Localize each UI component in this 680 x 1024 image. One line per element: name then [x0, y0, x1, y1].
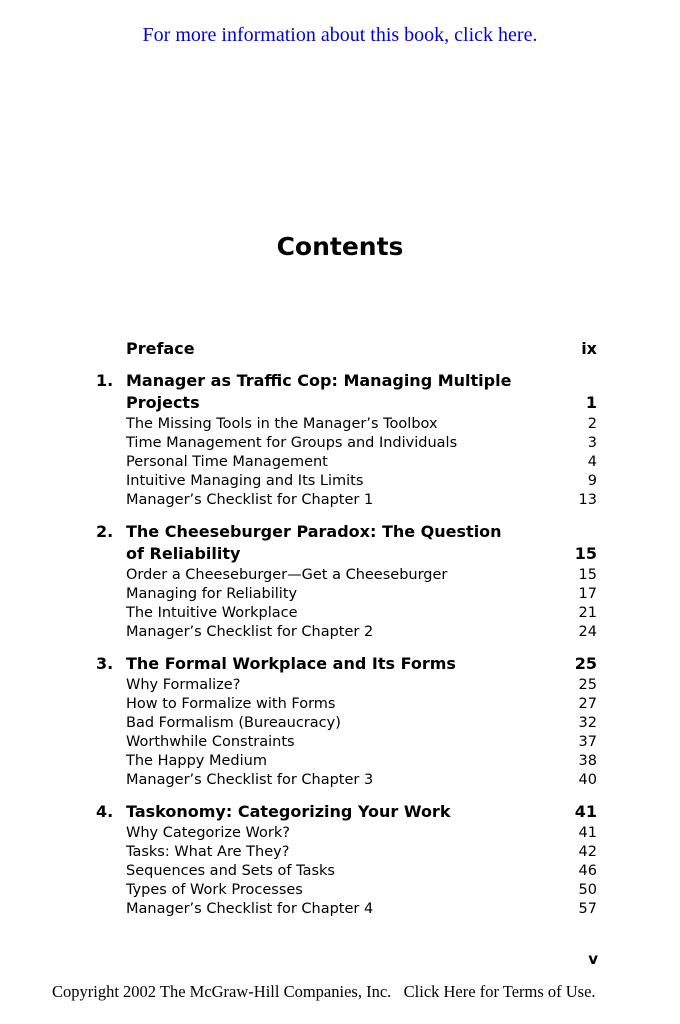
section-page: 9	[587, 473, 597, 489]
section-title: Time Management for Groups and Individuals	[126, 435, 458, 451]
section-page: 24	[578, 624, 597, 640]
section-page: 27	[578, 696, 597, 712]
preface-page: ix	[581, 339, 597, 358]
section-title: Personal Time Management	[126, 454, 328, 470]
section-page: 38	[578, 753, 597, 769]
chapter-number: 2.	[96, 522, 114, 541]
section-page: 13	[578, 492, 597, 508]
chapter-number: 4.	[96, 802, 114, 821]
section-title: The Intuitive Workplace	[126, 605, 298, 621]
chapter-page: 41	[574, 802, 597, 821]
section-title: Managing for Reliability	[126, 586, 298, 602]
section-page: 46	[578, 863, 597, 879]
section-page: 21	[578, 605, 597, 621]
section-title: Tasks: What Are They?	[126, 844, 290, 860]
section-title: Worthwhile Constraints	[126, 734, 295, 750]
section-title: Why Formalize?	[126, 677, 241, 693]
section-title: Why Categorize Work?	[126, 825, 290, 841]
section-title: Manager’s Checklist for Chapter 4	[126, 901, 374, 917]
section-page: 4	[587, 454, 597, 470]
chapter-title: The Formal Workplace and Its Forms	[126, 654, 456, 673]
copyright-text: Copyright 2002 The McGraw-Hill Companies, Inc.	[52, 982, 392, 1001]
section-title: Manager’s Checklist for Chapter 1	[126, 492, 374, 508]
section-page: 17	[578, 586, 597, 602]
chapter-title: Taskonomy: Categorizing Your Work	[126, 802, 451, 821]
section-title: The Missing Tools in the Manager’s Toolbox	[126, 416, 438, 432]
chapter-title-line2: Projects	[126, 393, 200, 412]
section-page: 57	[578, 901, 597, 917]
section-title: Order a Cheeseburger—Get a Cheeseburger	[126, 567, 448, 583]
section-page: 3	[587, 435, 597, 451]
chapter-page: 25	[574, 654, 597, 673]
section-title: The Happy Medium	[126, 753, 267, 769]
preface-label: Preface	[126, 339, 195, 358]
section-page: 50	[578, 882, 597, 898]
section-page: 40	[578, 772, 597, 788]
section-title: Manager’s Checklist for Chapter 3	[126, 772, 374, 788]
section-page: 15	[578, 567, 597, 583]
section-title: How to Formalize with Forms	[126, 696, 336, 712]
section-title: Manager’s Checklist for Chapter 2	[126, 624, 374, 640]
section-title: Types of Work Processes	[126, 882, 303, 898]
section-page: 42	[578, 844, 597, 860]
page-number: v	[588, 950, 598, 968]
section-page: 25	[578, 677, 597, 693]
section-page: 2	[587, 416, 597, 432]
section-page: 41	[578, 825, 597, 841]
chapter-number: 3.	[96, 654, 114, 673]
terms-of-use-link[interactable]: Click Here for Terms of Use.	[403, 982, 596, 1001]
section-title: Bad Formalism (Bureaucracy)	[126, 715, 341, 731]
page-title: Contents	[276, 232, 404, 261]
section-title: Intuitive Managing and Its Limits	[126, 473, 364, 489]
book-info-link[interactable]: For more information about this book, click here.	[142, 24, 538, 46]
section-title: Sequences and Sets of Tasks	[126, 863, 335, 879]
chapter-title: Manager as Traffic Cop: Managing Multiple	[126, 371, 512, 390]
chapter-title: The Cheeseburger Paradox: The Question	[126, 522, 502, 541]
chapter-number: 1.	[96, 371, 114, 390]
chapter-page: 15	[574, 544, 597, 563]
copyright-line	[52, 982, 596, 1002]
chapter-title-line2: of Reliability	[126, 544, 241, 563]
section-page: 37	[578, 734, 597, 750]
chapter-page: 1	[585, 393, 597, 412]
section-page: 32	[578, 715, 597, 731]
